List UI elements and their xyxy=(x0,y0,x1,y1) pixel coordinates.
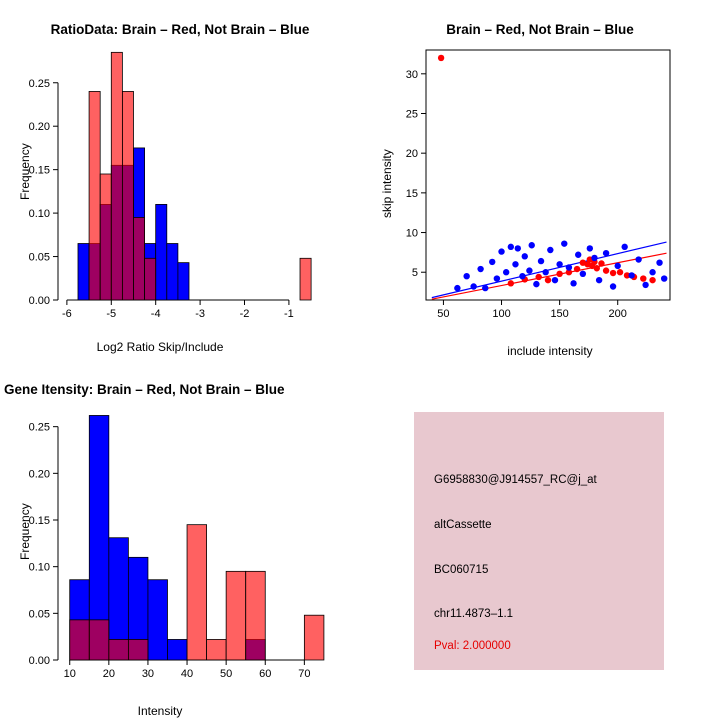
gene-histogram-plot xyxy=(0,360,360,720)
svg-text:-1: -1 xyxy=(284,308,294,320)
svg-text:70: 70 xyxy=(298,668,311,680)
ratio-histogram-xlabel: Log2 Ratio Skip/Include xyxy=(96,340,224,354)
info-location: chr11.4873–1.1 xyxy=(434,608,514,620)
svg-text:50: 50 xyxy=(437,308,450,320)
svg-text:10: 10 xyxy=(405,227,418,240)
svg-text:20: 20 xyxy=(405,148,418,161)
svg-text:0.05: 0.05 xyxy=(28,608,50,621)
ratio-histogram-plot xyxy=(0,0,360,360)
svg-text:30: 30 xyxy=(141,668,155,680)
svg-text:150: 150 xyxy=(550,308,569,320)
info-event-type: altCassette xyxy=(434,519,492,531)
svg-text:0.20: 0.20 xyxy=(28,121,50,134)
svg-text:0.20: 0.20 xyxy=(28,468,50,481)
svg-text:-3: -3 xyxy=(195,308,205,320)
svg-text:100: 100 xyxy=(492,308,511,320)
gene-histogram-xlabel: Intensity xyxy=(137,704,183,718)
svg-text:-4: -4 xyxy=(150,308,161,320)
svg-text:0.10: 0.10 xyxy=(28,561,50,574)
scatter-xlabel: include intensity xyxy=(507,344,593,358)
svg-text:15: 15 xyxy=(405,187,418,200)
svg-text:0.10: 0.10 xyxy=(28,208,50,221)
annotation-info-box xyxy=(414,412,664,670)
svg-text:0.00: 0.00 xyxy=(28,295,50,307)
svg-text:10: 10 xyxy=(63,668,76,680)
gene-histogram-panel xyxy=(0,360,360,720)
ratio-histogram-ylabel: Frequency xyxy=(18,143,32,200)
svg-text:0.25: 0.25 xyxy=(28,77,50,90)
svg-text:-2: -2 xyxy=(239,308,250,320)
svg-text:30: 30 xyxy=(405,68,418,81)
scatter-title: Brain – Red, Not Brain – Blue xyxy=(446,22,634,37)
svg-text:-6: -6 xyxy=(61,308,72,320)
svg-text:50: 50 xyxy=(220,668,233,680)
scatter-ylabel: skip intensity xyxy=(380,149,394,218)
scatter-plot xyxy=(360,0,720,360)
svg-text:0.15: 0.15 xyxy=(28,164,50,177)
svg-text:60: 60 xyxy=(259,668,272,680)
ratio-histogram-title: RatioData: Brain – Red, Not Brain – Blue xyxy=(50,22,310,37)
gene-histogram-ylabel: Frequency xyxy=(18,503,32,560)
svg-text:5: 5 xyxy=(411,267,418,280)
scatter-panel xyxy=(360,0,720,360)
info-probe-id: G6958830@J914557_RC@j_at xyxy=(434,474,597,486)
svg-text:0.00: 0.00 xyxy=(28,655,50,667)
gene-histogram-title: Gene Itensity: Brain – Red, Not Brain – Blue xyxy=(4,382,285,397)
svg-text:40: 40 xyxy=(180,668,194,680)
svg-text:200: 200 xyxy=(608,308,627,320)
svg-text:20: 20 xyxy=(102,668,115,680)
ratio-histogram-panel xyxy=(0,0,360,360)
svg-text:0.15: 0.15 xyxy=(28,515,50,527)
svg-text:0.05: 0.05 xyxy=(28,251,50,264)
svg-text:0.25: 0.25 xyxy=(28,421,50,434)
info-pval: Pval: 2.000000 xyxy=(434,640,511,652)
svg-text:-5: -5 xyxy=(106,308,117,320)
info-accession: BC060715 xyxy=(434,564,489,576)
svg-text:25: 25 xyxy=(405,108,418,121)
